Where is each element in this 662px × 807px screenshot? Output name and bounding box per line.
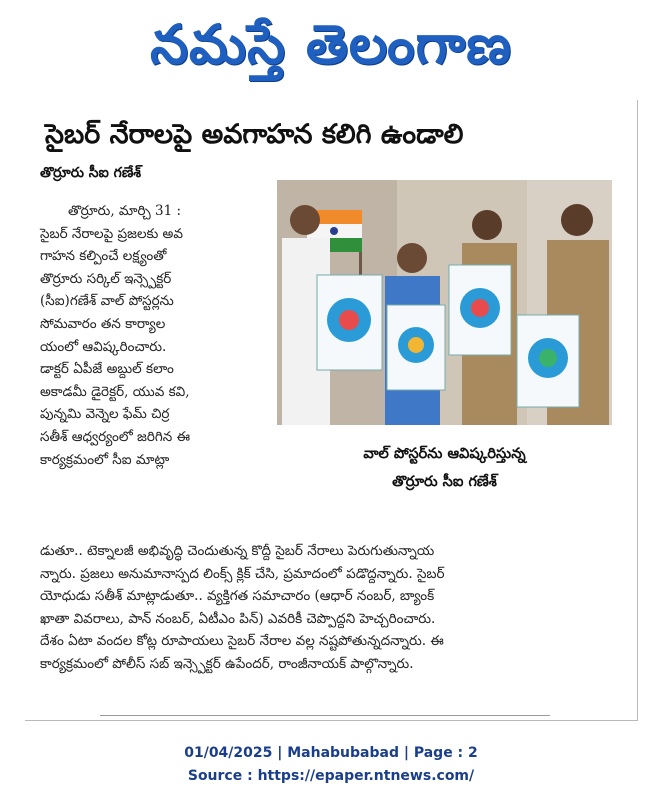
body-line: కార్యక్రమంలో పోలీస్ సబ్ ఇన్స్పెక్టర్ ఉపేందర్, రాంజీనాయక్ పాల్గొన్నారు. (40, 655, 414, 672)
body-line: న్నారు. ప్రజలు అనుమానాస్పద లింక్స్ క్లిక్ చేసి, ప్రమాదంలో పడొద్దన్నారు. సైబర్ (40, 565, 445, 582)
article-headline: సైబర్ నేరాలపై అవగాహన కలిగి ఉండాలి (45, 119, 464, 150)
article-photo (277, 180, 612, 425)
article-body-full (40, 540, 610, 676)
body-line: యోధుడు సతీశ్ మాట్లాడుతూ.. వ్యక్తిగత సమాచారం (ఆధార్ నంబర్, బ్యాంక్ (40, 588, 435, 605)
body-line: సైబర్ నేరాలపై ప్రజలకు అవ (40, 225, 183, 242)
caption-line: తొర్రూరు సీఐ గణేశ్ (392, 474, 497, 490)
article-full-text (40, 540, 610, 676)
body-line: అకాడమీ డైరెక్టర్, యువ కవి, (40, 383, 190, 400)
body-line: (సీఐ)గణేశ్ వాల్ పోస్టర్లను (40, 293, 174, 310)
article-column-text (40, 200, 268, 471)
newspaper-logo: నమస్తే తెలంగాణ (150, 13, 512, 76)
body-line: యంలో ఆవిష్కరించారు. (40, 338, 167, 355)
divider (100, 715, 550, 716)
photo-illustration (277, 180, 612, 425)
body-line: ఖాతా వివరాలు, పాన్ నంబర్, ఏటీఎం పిన్) ఎవరికీ చెప్పొద్దని హెచ్చరించారు. (40, 610, 436, 627)
masthead (0, 0, 662, 100)
body-line: డాక్టర్ ఏపీజే అబ్దుల్ కలాం (40, 361, 174, 378)
article-column-left (40, 200, 268, 471)
photo-caption (277, 440, 612, 496)
body-line: సోమవారం తన కార్యాల (40, 315, 166, 332)
body-line: దేశం ఏటా వందల కోట్ల రూపాయలు సైబర్ నేరాల వల్ల నష్టపోతున్నదన్నారు. ఈ (40, 633, 444, 650)
dateline: తొర్రూరు, మార్చి 31 : (68, 203, 182, 219)
source-link[interactable]: Source : https://epaper.ntnews.com/ (187, 768, 475, 784)
body-line: పున్నమి వెన్నెల ఫేమ్ చిర్ర (40, 406, 170, 423)
body-line: డుతూ.. టెక్నాలజీ అభివృద్ధి చెందుతున్న కొద్దీ సైబర్ నేరాలు పెరుగుతున్నాయ (40, 543, 435, 559)
body-line: సతీశ్ ఆధ్వర్యంలో జరిగిన ఈ (40, 428, 190, 445)
edition-info: 01/04/2025 | Mahabubabad | Page : 2 (184, 745, 478, 761)
article-byline: తొర్రూరు సీఐ గణేశ్ (40, 165, 142, 181)
body-line: తొర్రూరు సర్కిల్ ఇన్స్పెక్టర్ (40, 270, 172, 287)
body-line: గాహన కల్పించే లక్ష్యంతో (40, 248, 167, 265)
caption-line: వాల్ పోస్టర్‌ను ఆవిష్కరిస్తున్న (363, 446, 526, 462)
body-line: కార్యక్రమంలో సీఐ మాట్లా (40, 451, 170, 468)
